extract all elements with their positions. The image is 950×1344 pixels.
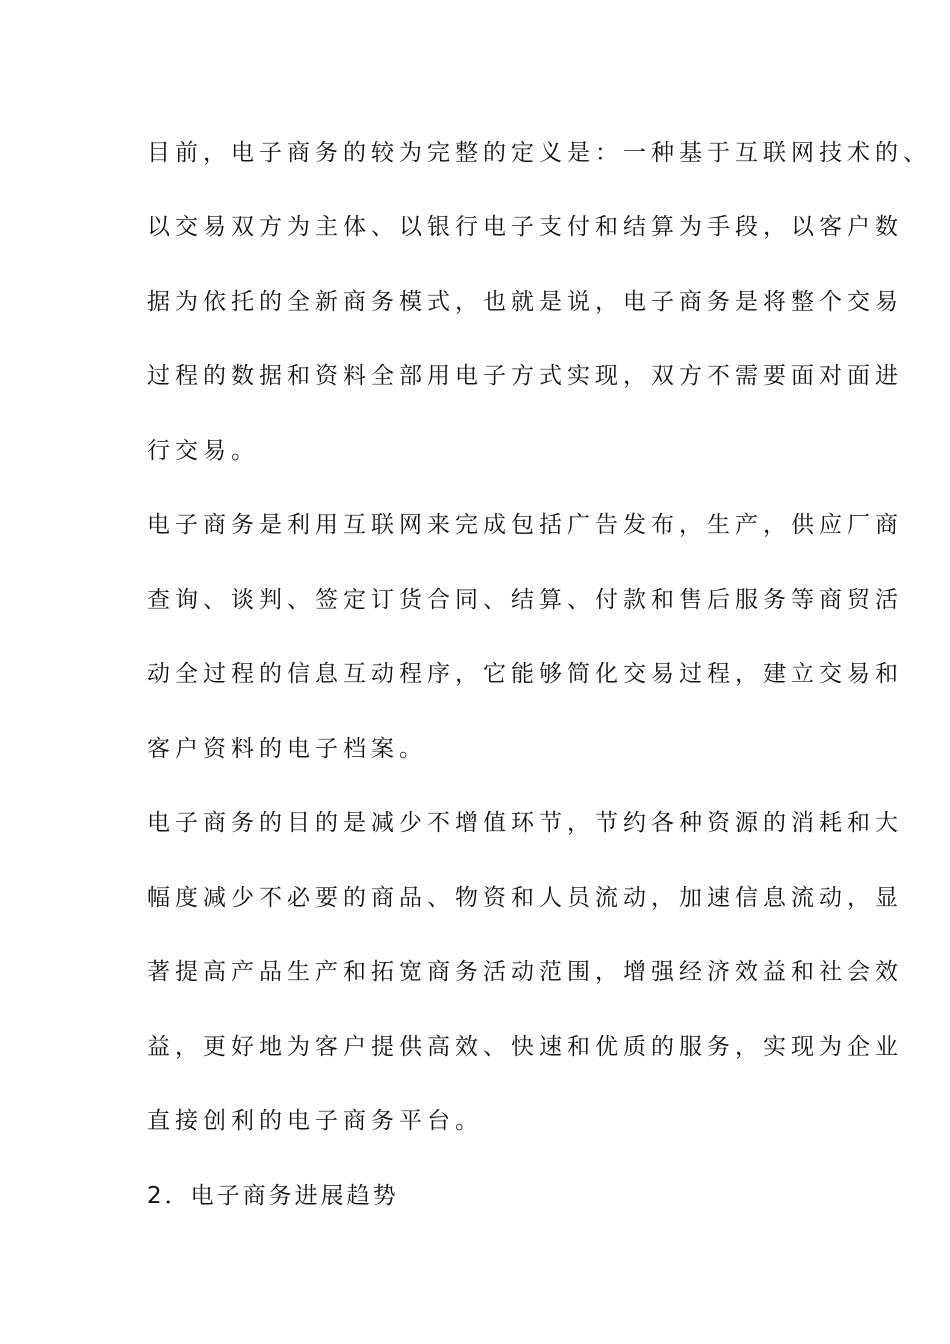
text-line: 动全过程的信息互动程序，它能够简化交易过程，建立交易和 — [147, 661, 903, 687]
text-line: 直接创利的电子商务平台。 — [147, 1108, 483, 1134]
text-line: 客户资料的电子档案。 — [147, 736, 427, 762]
text-line: 以交易双方为主体、以银行电子支付和结算为手段，以客户数 — [147, 214, 903, 240]
text-line: 查询、谈判、签定订货合同、结算、付款和售后服务等商贸活 — [147, 587, 903, 613]
text-line: 著提高产品生产和拓宽商务活动范围，增强经济效益和社会效 — [147, 959, 903, 985]
text-line: 目前，电子商务的较为完整的定义是：一种基于互联网技术的、 — [147, 140, 931, 166]
text-line: 过程的数据和资料全部用电子方式实现，双方不需要面对面进 — [147, 363, 903, 389]
text-line: 行交易。 — [147, 438, 259, 464]
text-line: 益，更好地为客户提供高效、快速和优质的服务，实现为企业 — [147, 1034, 903, 1060]
text-line: 电子商务的目的是减少不增值环节，节约各种资源的消耗和大 — [147, 810, 903, 836]
section-heading: 2．电子商务进展趋势 — [147, 1183, 399, 1209]
text-line: 据为依托的全新商务模式，也就是说，电子商务是将整个交易 — [147, 289, 903, 315]
text-line: 电子商务是利用互联网来完成包括广告发布，生产，供应厂商 — [147, 512, 903, 538]
text-line: 幅度减少不必要的商品、物资和人员流动，加速信息流动，显 — [147, 885, 903, 911]
